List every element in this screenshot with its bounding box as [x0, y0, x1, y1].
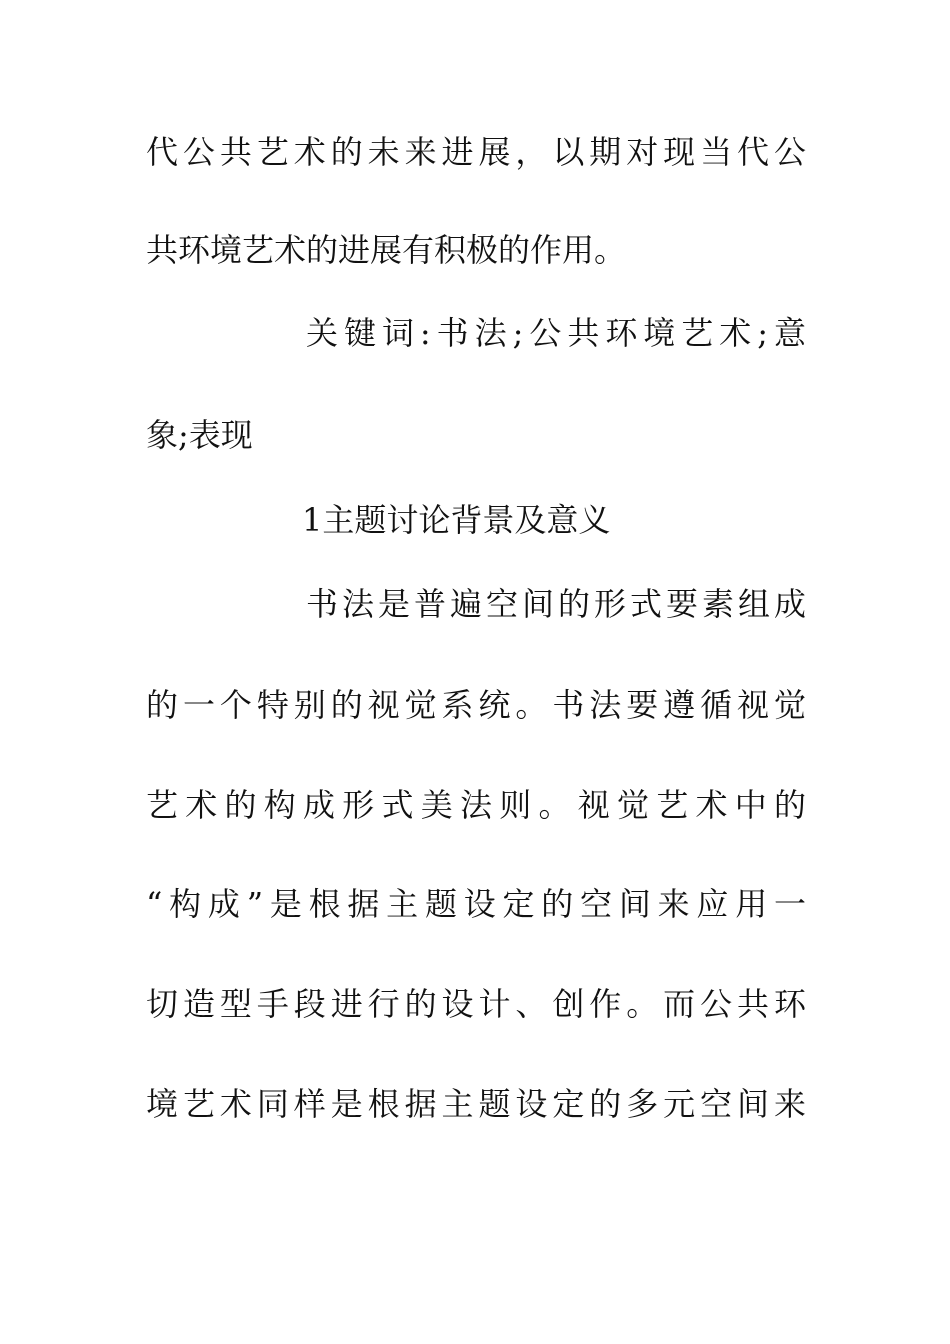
- paragraph-line-2: 共环境艺术的进展有积极的作用。: [146, 231, 627, 269]
- body-line-2: 的一个特别的视觉系统。书法要遵循视觉: [146, 686, 806, 724]
- keywords-continuation: 象;表现: [146, 416, 253, 454]
- body-line-4: “构成”是根据主题设定的空间来应用一: [146, 885, 806, 923]
- body-line-3: 艺术的构成形式美法则。视觉艺术中的: [146, 786, 806, 824]
- keywords-line: 关键词:书法;公共环境艺术;意: [306, 314, 806, 352]
- body-line-1: 书法是普遍空间的形式要素组成: [306, 585, 806, 623]
- body-line-5: 切造型手段进行的设计、创作。而公共环: [146, 985, 806, 1023]
- section-heading: 1主题讨论背景及意义: [302, 501, 611, 539]
- paragraph-line-1: 代公共艺术的未来进展，以期对现当代公: [146, 133, 806, 171]
- body-line-6: 境艺术同样是根据主题设定的多元空间来: [146, 1085, 806, 1123]
